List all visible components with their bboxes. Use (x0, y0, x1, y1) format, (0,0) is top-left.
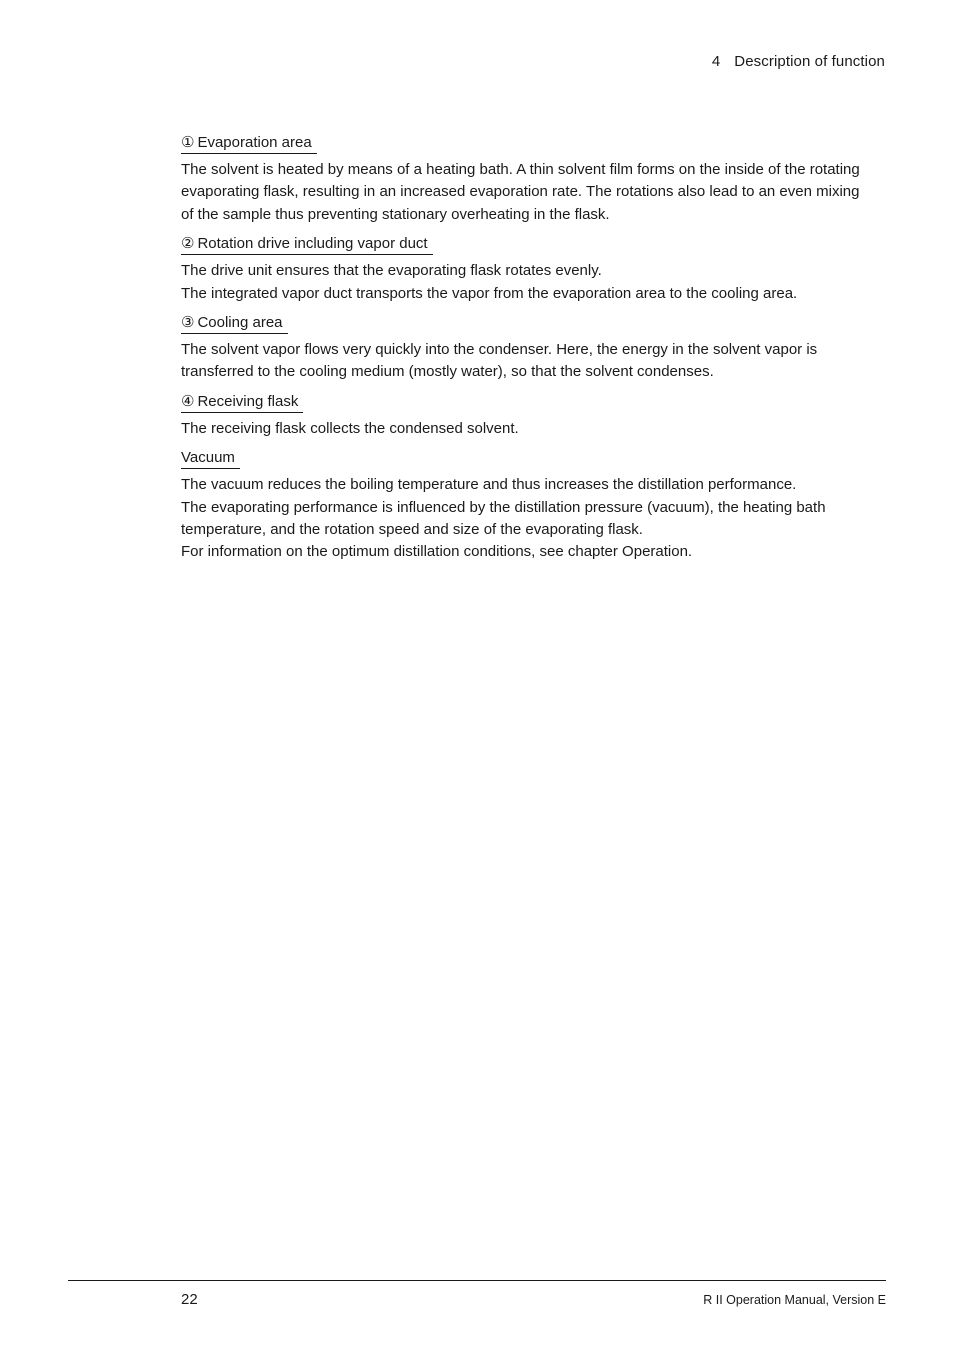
callout-number: ③ (181, 314, 195, 332)
callout-number: ② (181, 235, 195, 253)
section-title: Cooling area (197, 314, 283, 332)
section-title: Rotation drive including vapor duct (197, 235, 428, 253)
section-heading (181, 133, 317, 154)
section-body (181, 339, 871, 384)
footer-divider (68, 1280, 886, 1281)
paragraph: The receiving flask collects the condensed solvent. (181, 419, 519, 437)
paragraph: The integrated vapor duct transports the vapor from the evaporation area to the cooling area. (181, 284, 798, 302)
callout-number: ① (181, 134, 195, 151)
paragraph: The vacuum reduces the boiling temperature and thus increases the distillation performance. (181, 476, 797, 494)
page-number: 22 (181, 1291, 198, 1308)
running-header (712, 53, 885, 70)
section-evaporation-area (181, 133, 871, 226)
section-receiving-flask (181, 392, 871, 440)
chapter-title: Description of function (734, 53, 885, 70)
paragraph: The solvent is heated by means of a heating bath. A thin solvent film forms on the inside of the rotating evaporating flask, resulting in an increased evaporation rate. The rotations also lead to an even mixing of the sample thus preventing stationary overheating in the flask. (181, 161, 860, 223)
page-content (181, 133, 871, 572)
section-body (181, 474, 871, 564)
paragraph: The evaporating performance is influenced by the distillation pressure (vacuum), the heating bath temperature, and the rotation speed and size of the evaporating flask. (181, 498, 826, 539)
callout-number: ④ (181, 392, 195, 410)
section-body (181, 159, 871, 226)
section-heading (181, 313, 288, 334)
section-heading (181, 234, 433, 255)
section-cooling-area (181, 313, 871, 384)
paragraph: The drive unit ensures that the evaporating flask rotates evenly. (181, 262, 602, 280)
section-heading (181, 448, 240, 469)
section-heading (181, 392, 303, 413)
section-rotation-drive (181, 234, 871, 305)
section-body (181, 418, 871, 440)
section-title: Evaporation area (197, 134, 312, 151)
section-title: Receiving flask (197, 392, 299, 410)
document-title: R II Operation Manual, Version E (703, 1293, 886, 1307)
paragraph: For information on the optimum distillation conditions, see chapter Operation. (181, 543, 693, 561)
section-vacuum (181, 448, 871, 564)
section-body (181, 260, 871, 305)
section-title: Vacuum (181, 449, 235, 467)
paragraph: The solvent vapor flows very quickly into the condenser. Here, the energy in the solvent vapor is transferred to the cooling medium (mostly water), so that the solvent condenses. (181, 341, 818, 381)
chapter-number: 4 (711, 53, 721, 70)
